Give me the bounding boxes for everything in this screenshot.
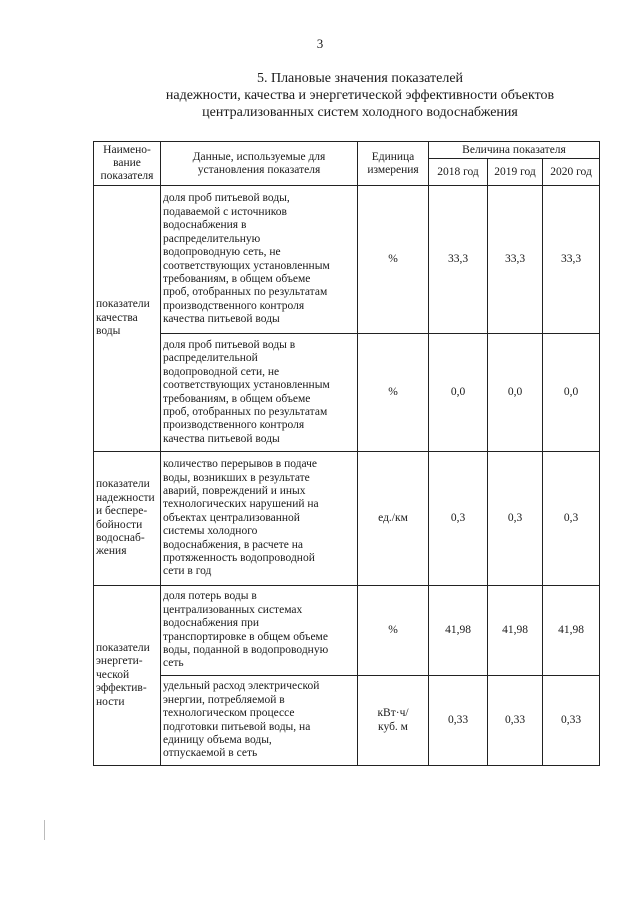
group-name: показатели энергети- ческой эффектив- ности (96, 641, 150, 708)
row-value-text: 41,98 (445, 623, 471, 636)
row-description (161, 452, 358, 586)
header-year-2020 (543, 159, 600, 186)
page-title (100, 70, 620, 121)
row-unit (358, 676, 429, 766)
row-value-text: 0,0 (450, 385, 466, 398)
row-unit (358, 334, 429, 452)
row-unit-text: кВт·ч/ куб. м (377, 707, 409, 733)
group-reliability (94, 452, 161, 586)
row-unit (358, 452, 429, 586)
row-description (161, 186, 358, 334)
row-value-2018 (429, 334, 488, 452)
title-line: 5. Плановые значения показателей (256, 71, 464, 86)
header-value (429, 142, 600, 159)
page-number: 3 (316, 36, 324, 51)
header-year-2019 (488, 159, 543, 186)
row-value-text: 41,98 (558, 623, 584, 636)
header-source-data-text: Данные, используемые для установления показателя (192, 150, 326, 176)
row-value-2019 (488, 676, 543, 766)
row-description (161, 586, 358, 676)
group-name: показатели качества воды (96, 298, 150, 338)
row-value-text: 0,0 (507, 385, 523, 398)
row-value-text: 0,33 (447, 713, 469, 726)
row-value-2020 (543, 186, 600, 334)
row-value-2020 (543, 452, 600, 586)
row-description-text: количество перерывов в подаче воды, возникших в результате аварий, повреждений и иных технологических нарушений на объектах централизованной системы холодного водоснабжения, в расчете на протяженность водопроводной сети в год (163, 458, 319, 578)
row-value-text: 33,3 (560, 252, 582, 265)
table-row (94, 334, 600, 452)
scan-artifact (44, 820, 45, 840)
row-value-2018 (429, 452, 488, 586)
header-year-text: 2020 год (550, 165, 592, 178)
row-description-text: доля проб питьевой воды, подаваемой с источников водоснабжения в распределительную водопроводную сеть, не соответствующих установленным требованиям, в общем объеме проб, отобранных по результатам производственного контроля качества питьевой воды (163, 192, 330, 326)
row-description (161, 334, 358, 452)
row-value-text: 0,3 (450, 511, 466, 524)
row-value-2018 (429, 586, 488, 676)
row-description-text: доля проб питьевой воды в распределительной водопроводной сети, не соответствующих установленным требованиям, в общем объеме проб, отобранных по результатам производственного контроля качества питьевой воды (163, 338, 330, 445)
row-value-2019 (488, 186, 543, 334)
row-description-text: удельный расход электрической энергии, потребляемой в технологическом процессе подготовки питьевой воды, на единицу объема воды, отпускаемой в сеть (163, 680, 320, 760)
row-unit (358, 186, 429, 334)
table-row (94, 186, 600, 334)
row-value-text: 33,3 (504, 252, 526, 265)
indicators-table (93, 141, 600, 766)
table-row (94, 676, 600, 766)
row-unit-text: ед./км (378, 511, 408, 524)
row-value-2020 (543, 334, 600, 452)
row-value-text: 0,3 (563, 511, 579, 524)
header-source-data (161, 142, 358, 186)
row-value-text: 0,33 (504, 713, 526, 726)
header-year-text: 2018 год (437, 165, 479, 178)
table-row (94, 586, 600, 676)
row-value-2018 (429, 676, 488, 766)
row-unit-text: % (388, 252, 398, 265)
row-value-2018 (429, 186, 488, 334)
group-energy-efficiency (94, 586, 161, 766)
row-unit-text: % (388, 623, 398, 636)
row-value-text: 0,33 (560, 713, 582, 726)
row-value-2020 (543, 676, 600, 766)
row-value-text: 41,98 (502, 623, 528, 636)
row-description (161, 676, 358, 766)
header-year-2018 (429, 159, 488, 186)
row-value-2019 (488, 334, 543, 452)
header-indicator-name-text: Наимено- вание показателя (100, 144, 154, 182)
row-value-2019 (488, 586, 543, 676)
row-unit-text: % (388, 385, 398, 398)
row-value-text: 33,3 (447, 252, 469, 265)
table-row (94, 452, 600, 586)
row-description-text: доля потерь воды в централизованных системах водоснабжения при транспортировке в общем объеме воды, поданной в водопроводную сеть (163, 590, 329, 670)
title-line: надежности, качества и энергетической эффективности объектов (165, 88, 555, 103)
header-unit-text: Единица измерения (367, 150, 419, 176)
title-line: централизованных систем холодного водоснабжения (202, 105, 518, 120)
row-value-text: 0,0 (563, 385, 579, 398)
row-unit (358, 586, 429, 676)
row-value-text: 0,3 (507, 511, 523, 524)
header-unit (358, 142, 429, 186)
row-value-2019 (488, 452, 543, 586)
header-value-text: Величина показателя (462, 143, 566, 156)
group-quality (94, 186, 161, 452)
header-indicator-name (94, 142, 161, 186)
row-value-2020 (543, 586, 600, 676)
group-name: показатели надежности и беспере- бойности водоснаб- жения (96, 478, 155, 558)
header-year-text: 2019 год (494, 165, 536, 178)
